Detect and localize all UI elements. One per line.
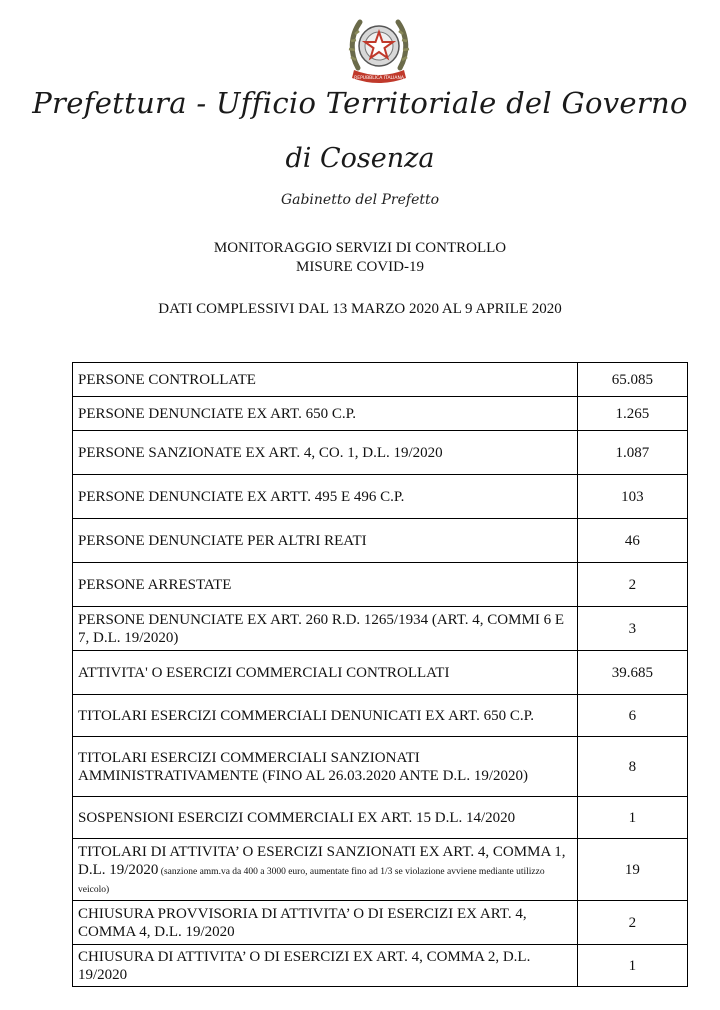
row-value: 1.087 xyxy=(577,431,687,475)
row-value: 65.085 xyxy=(577,363,687,397)
table-row xyxy=(73,563,688,607)
data-table xyxy=(72,362,688,987)
row-value: 103 xyxy=(577,475,687,519)
row-label: PERSONE DENUNCIATE EX ART. 650 C.P. xyxy=(73,397,578,431)
row-label: PERSONE CONTROLLATE xyxy=(73,363,578,397)
republic-emblem-icon xyxy=(344,10,414,88)
row-label: CHIUSURA PROVVISORIA DI ATTIVITA’ O DI ESERCIZI EX ART. 4, COMMA 4, D.L. 19/2020 xyxy=(73,901,578,945)
table-row xyxy=(73,797,688,839)
row-value: 6 xyxy=(577,695,687,737)
table-row xyxy=(73,945,688,987)
row-label: ATTIVITA' O ESERCIZI COMMERCIALI CONTROLLATI xyxy=(73,651,578,695)
table-row xyxy=(73,363,688,397)
row-label: TITOLARI ESERCIZI COMMERCIALI SANZIONATI AMMINISTRATIVAMENTE (FINO AL 26.03.2020 ANTE D.L. 19/2020) xyxy=(73,737,578,797)
institution-city: di Cosenza xyxy=(285,143,435,174)
row-value: 19 xyxy=(577,839,687,901)
table-row xyxy=(73,607,688,651)
row-value: 2 xyxy=(577,901,687,945)
row-label: PERSONE DENUNCIATE EX ART. 260 R.D. 1265/1934 (ART. 4, COMMI 6 E 7, D.L. 19/2020) xyxy=(73,607,578,651)
row-label: PERSONE SANZIONATE EX ART. 4, CO. 1, D.L. 19/2020 xyxy=(73,431,578,475)
report-subtitle: MISURE COVID-19 xyxy=(296,259,424,275)
row-value: 2 xyxy=(577,563,687,607)
table-row xyxy=(73,737,688,797)
row-label-text: TITOLARI DI ATTIVITA’ O ESERCIZI SANZIONATI EX ART. 4, COMMA 1, D.L. 19/2020 xyxy=(78,843,566,878)
row-label: CHIUSURA DI ATTIVITA’ O DI ESERCIZI EX ART. 4, COMMA 2, D.L. 19/2020 xyxy=(73,945,578,987)
row-value: 1.265 xyxy=(577,397,687,431)
row-label-note: (sanzione amm.va da 400 a 3000 euro, aumentate fino ad 1/3 se violazione avviene mediante utilizzo veicolo) xyxy=(78,866,545,895)
row-label: PERSONE ARRESTATE xyxy=(73,563,578,607)
office-name: Gabinetto del Prefetto xyxy=(280,192,440,208)
row-label xyxy=(73,839,578,901)
institution-name: Prefettura - Ufficio Territoriale del Governo xyxy=(32,86,688,120)
table-row xyxy=(73,519,688,563)
table-row xyxy=(73,397,688,431)
table-row xyxy=(73,475,688,519)
emblem-ribbon-text: REPUBBLICA ITALIANA xyxy=(354,76,404,81)
table-row xyxy=(73,901,688,945)
row-value: 46 xyxy=(577,519,687,563)
report-period: DATI COMPLESSIVI DAL 13 MARZO 2020 AL 9 APRILE 2020 xyxy=(158,301,562,317)
table-row xyxy=(73,431,688,475)
row-label: TITOLARI ESERCIZI COMMERCIALI DENUNICATI EX ART. 650 C.P. xyxy=(73,695,578,737)
row-value: 8 xyxy=(577,737,687,797)
row-value: 1 xyxy=(577,945,687,987)
table-row xyxy=(73,651,688,695)
row-value: 39.685 xyxy=(577,651,687,695)
table-row xyxy=(73,839,688,901)
table-row xyxy=(73,695,688,737)
row-label: SOSPENSIONI ESERCIZI COMMERCIALI EX ART. 15 D.L. 14/2020 xyxy=(73,797,578,839)
row-value: 3 xyxy=(577,607,687,651)
row-value: 1 xyxy=(577,797,687,839)
report-title: MONITORAGGIO SERVIZI DI CONTROLLO xyxy=(213,240,507,256)
row-label: PERSONE DENUNCIATE PER ALTRI REATI xyxy=(73,519,578,563)
row-label: PERSONE DENUNCIATE EX ARTT. 495 E 496 C.P. xyxy=(73,475,578,519)
